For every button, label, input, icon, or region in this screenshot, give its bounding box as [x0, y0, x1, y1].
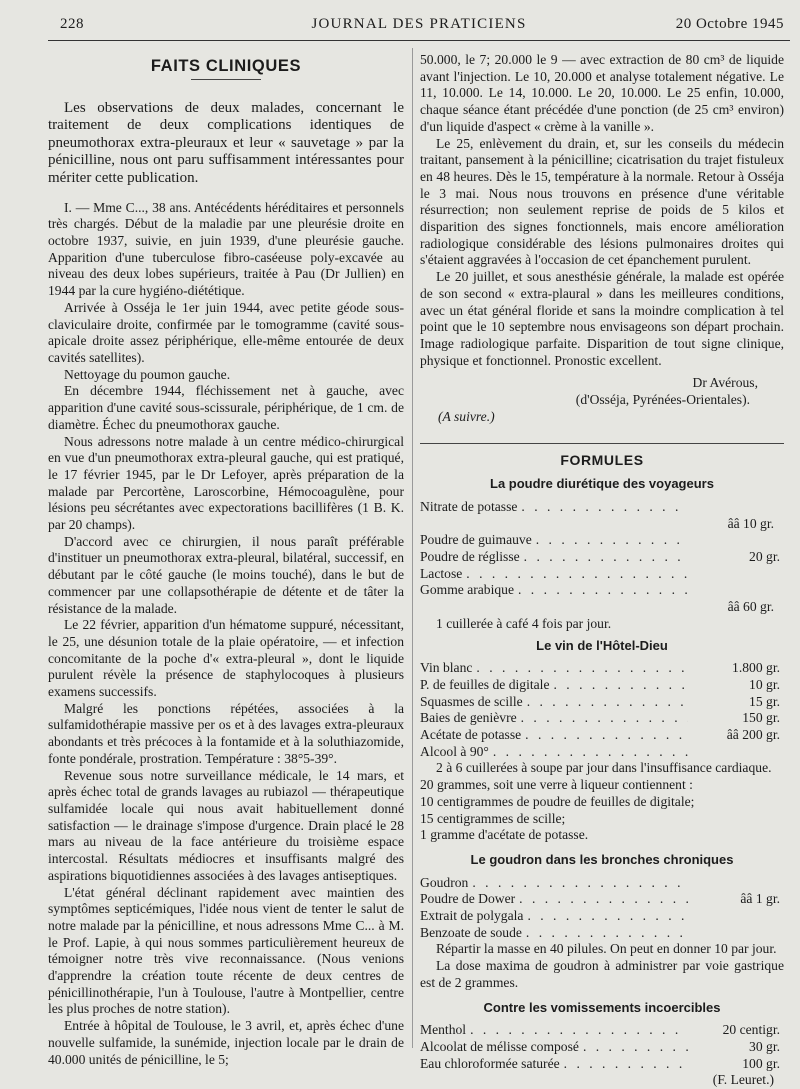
ingredient-row: Poudre de Dower . . .: [420, 891, 784, 908]
case-paragraph: D'accord avec ce chirurgien, il nous paraît préférable d'instituer un pneumothorax extra-pleural, bilatéral, successif, en débutant par le côté gauche (le moins touché), dans le but de commencer par une collapsothérapie de détente et de tâter la résistance de la malade.: [48, 533, 404, 616]
ingredient-row: Poudre de guimauve . . .: [420, 532, 784, 549]
ingredient-row: Squasmes de scille . . . 15 gr.: [420, 694, 784, 711]
case-paragraph: L'état général déclinant rapidement avec maintien des symptômes septicémiques, l'idée nous vient de tenter le salut de notre malade par la pénicilline, et nous adressons Mme C... à M. le Prof. Lapie, à qui nous sommes particulièrement heureux de témoigner notre très vive reconnaissance. (Nous venions d'apprendre la création toute récente de deux centres de pénicillinothérapie, l'un à Toulouse, l'autre à Montpellier, centre les plus proches de notre station).: [48, 884, 404, 1017]
formula-signature: (F. Leuret.): [712, 1072, 774, 1088]
ingredient-quantity: ââ 60 gr.: [727, 599, 774, 615]
ingredient-row: Acétate de potasse . . . ââ 200 gr.: [420, 727, 784, 744]
ingredient-group: [420, 875, 784, 942]
formules-title: FORMULES: [560, 452, 644, 469]
left-column: [48, 52, 404, 1068]
formula-usage: 10 centigrammes de poudre de feuilles de digitale;: [420, 793, 695, 809]
case-paragraph: En décembre 1944, fléchissement net à gauche, avec apparition d'une cavité sous-scissurale, périphérique, de 1 cm. de diamètre. Échec du pneumothorax gauche.: [48, 383, 404, 432]
formula-usage: La dose maxima de goudron à administrer par voie gastrique est de 2 grammes.: [420, 958, 784, 990]
intro-paragraph: Les observations de deux malades, concernant le traitement de deux complications identiques de pneumothorax extra-pleuraux et leur « sauvetage » par la pénicilline, nous ont paru suffisamment intéressantes pour mériter cette publication.: [48, 99, 404, 187]
to-be-continued: (A suivre.): [438, 408, 495, 424]
case-paragraph: Arrivée à Osséja le 1er juin 1944, avec petite géode sous-claviculaire droite, confirmée par le tomogramme (cavité sous-apicale droite assez périphérique, elle-même entourée de deux cavités satellites).: [48, 299, 404, 365]
ingredient-row: Vin blanc . . . 1.800 gr.: [420, 660, 784, 677]
author-location: (d'Osséja, Pyrénées-Orientales).: [575, 392, 750, 408]
case-paragraph: I. — Mme C..., 38 ans. Antécédents héréditaires et personnels très chargés. Début de la maladie par une pleurésie droite en octobre 1937, suivie, en juin 1939, d'une pleurésie gauche. Apparition d'une tuberculose fibro-caséeuse poly-excavée au niveau des deux lobes supérieurs, traitée à Pau (Dr Jullien) en 1944 par la cure hygiéno-diététique.: [48, 199, 404, 299]
case-paragraph: Malgré les ponctions répétées, associées à la sulfamidothérapie massive per os et à des lavages extra-pleuraux abondants et très précoces à la fontamide et à la soluthiazomide, fonte pondérale, prostration. Température : 38°5-39°.: [48, 700, 404, 766]
ingredient-row: Nitrate de potasse . . .: [420, 499, 784, 516]
ingredient-row: Baies de genièvre . . . 150 gr.: [420, 710, 784, 727]
formula-title: Le vin de l'Hôtel-Dieu: [536, 637, 668, 653]
ingredient-row: Lactose . . .: [420, 566, 784, 583]
formula-usage: 1 cuillerée à café 4 fois par jour.: [436, 615, 612, 631]
formula-usage: 20 grammes, soit une verre à liqueur contiennent :: [420, 777, 693, 793]
ingredient-quantity: ââ 1 gr.: [740, 890, 780, 906]
header-rule: [48, 40, 790, 41]
ingredient-row: P. de feuilles de digitale . . . 10 gr.: [420, 677, 784, 694]
ingredient-row: Benzoate de soude . . .: [420, 925, 784, 942]
formula-usage: 2 à 6 cuillerées à soupe par jour dans l'insuffisance cardiaque.: [436, 760, 772, 776]
title-rule: [191, 79, 261, 80]
formula-title: La poudre diurétique des voyageurs: [490, 476, 714, 492]
case-paragraph: Entrée à hôpital de Toulouse, le 3 avril, et, après échec d'une nouvelle sulfamide, la sunémide, injection locale par le drain de 40.000 unités de pénicilline, le 5;: [48, 1018, 404, 1067]
ingredient-row: Goudron . . .: [420, 875, 784, 892]
ingredient-row: Poudre de réglisse . . . 20 gr.: [420, 549, 784, 566]
formula-usage: 15 centigrammes de scille;: [420, 810, 566, 826]
formula-usage: Répartir la masse en 40 pilules. On peut en donner 10 par jour.: [436, 941, 777, 957]
ingredient-row: Extrait de polygala . . .: [420, 908, 784, 925]
ingredient-row: Alcool à 90° . . .: [420, 744, 784, 761]
case-paragraph: Nettoyage du poumon gauche.: [64, 366, 231, 382]
case-paragraph: Le 20 juillet, et sous anesthésie générale, la malade est opérée de son second « extra-plaural » dans les meilleures conditions, avec un état général floride et sans la moindre complication à tel point que le 10 septembre nous envisageons son départ prochain. Image radiologique parfaite. Disparition de tout signe clinique, physique et fonctionnel. Pronostic excellent.: [420, 269, 784, 368]
ingredient-row: Eau chloroformée saturée . . . 100 gr.: [420, 1056, 784, 1073]
ingredient-row: Gomme arabique . . .: [420, 582, 784, 599]
formula-usage: 1 gramme d'acétate de potasse.: [420, 827, 589, 843]
author-signature: Dr Avérous,: [692, 375, 758, 391]
issue-date: 20 Octobre 1945: [675, 16, 784, 32]
case-paragraph: Le 25, enlèvement du drain, et, sur les conseils du médecin traitant, pansement à la pénicilline; cicatrisation du trajet fistuleux en 48 heures. Dès le 15, température à la normale. Retour à Osséja le 3 mai. Nous nous trouvons en présence d'une véritable résurrection; non seulement reprise de poids de 5 kilos et disparition des signes fonctionnels, mais encore amélioration radiologique considérable des lésions pulmonaires droites qui s'étaient aggravées à l'occasion de cet épanchement purulent.: [420, 135, 784, 268]
case-paragraph: Revenue sous notre surveillance médicale, le 14 mars, et après échec total de grands lavages au rubiazol — thérapeutique sulfamidée locale qui nous avait habituellement donné satisfaction — le drainage s'impose d'urgence. Drain placé le 28 mars au niveau de la face antérieure du troisième espace intercostal. Résultats médiocres et insuffisants malgré des aspirations biquotidiennes associées à des lavages antiseptiques.: [48, 767, 404, 883]
column-separator: [412, 48, 413, 1048]
page-number: 228: [60, 16, 84, 32]
page-header: [48, 16, 790, 38]
journal-title: JOURNAL DES PRATICIENS: [311, 16, 527, 32]
section-rule: [420, 443, 784, 444]
faits-cliniques-title: FAITS CLINIQUES: [150, 57, 302, 75]
right-column: [420, 52, 784, 1089]
case-continuation: 50.000, le 7; 20.000 le 9 — avec extraction de 80 cm³ de liquide avant l'injection. Le 10, 20.000 et analyse totalement négative. Le 11, 10.000. Le 14, 10.000. Le 20, 10.000. Le 25 enfin, 10.000, chaque séance étant précédée d'une ponction (de 25 cm³ environ) d'un liquide d'aspect « crème à la vanille ».: [420, 52, 784, 134]
formula-title: Contre les vomissements incoercibles: [483, 999, 721, 1015]
ingredient-row: Menthol . . . 20 centigr.: [420, 1022, 784, 1039]
case-paragraph: Nous adressons notre malade à un centre médico-chirurgical en vue d'un pneumothorax extra-pleural gauche, qui est pratiqué, le 17 février 1945, par le Dr Lefoyer, après préparation de la malade par Percortène, Laroscorbine, Hémocoagulène, pour lésions peu sécrétantes avec expectorations bacillifères (1 B. K. par 20 champs).: [48, 433, 404, 533]
case-paragraph: Le 22 février, apparition d'un hématome suppuré, nécessitant, le 25, une désunion totale de la plaie opératoire, — et infection concomitante de la poche d'« extra-pleural », dont le liquide purulent révèle la présence de staphylocoques à plusieurs examens successifs.: [48, 617, 404, 700]
ingredient-quantity: ââ 10 gr.: [727, 515, 774, 531]
formula-title: Le goudron dans les bronches chroniques: [470, 851, 734, 867]
ingredient-row: Alcoolat de mélisse composé . . . 30 gr.: [420, 1039, 784, 1056]
